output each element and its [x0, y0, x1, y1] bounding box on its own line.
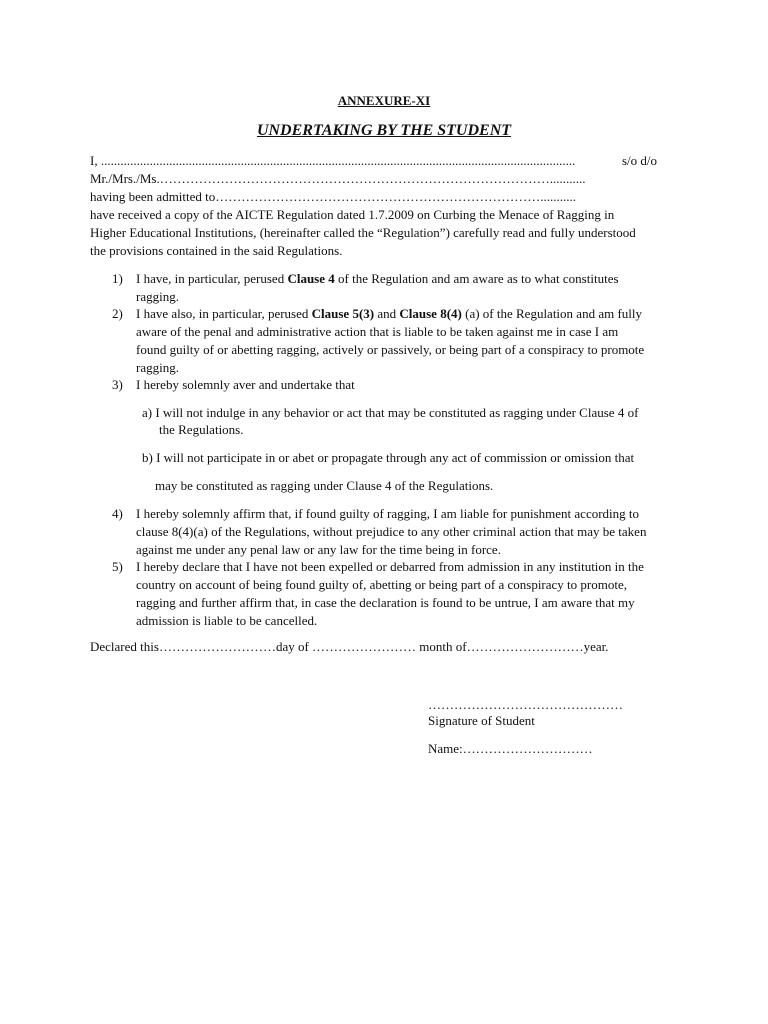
list-item-text: aware of the penal and administrative action that is liable to be taken against me in case I am	[136, 324, 619, 339]
list-item-text: I hereby solemnly affirm that, if found guilty of ragging, I am liable for punishment according to	[136, 506, 640, 521]
list-item-text: found guilty of or abetting ragging, actively or passively, or being part of a conspiracy to promote	[136, 342, 645, 357]
intro-line: the provisions contained in the said Regulations.	[90, 243, 343, 258]
list-number: 3)	[112, 377, 123, 392]
list-item-text: I have, in particular, perused Clause 4 of the Regulation and am aware as to what constitutes	[136, 271, 619, 286]
intro-line-parent: Mr./Mrs./Ms.………………………………………………………………………………...........	[90, 171, 586, 186]
list-number: 1)	[112, 271, 123, 286]
intro-line: have received a copy of the AICTE Regulation dated 1.7.2009 on Curbing the Menace of Ragging in	[90, 207, 615, 222]
intro-line-admitted: having been admitted to…………………………………………………………………...........	[90, 189, 577, 204]
list-item-text: clause 8(4)(a) of the Regulations, without prejudice to any other criminal action that may be taken	[136, 524, 647, 539]
sub-item-text: may be constituted as ragging under Clause 4 of the Regulations.	[155, 478, 494, 493]
clause-reference: Clause 4	[287, 271, 335, 286]
list-item-text: ragging.	[136, 289, 179, 304]
list-item-text: ragging.	[136, 360, 179, 375]
list-number: 2)	[112, 306, 123, 321]
list-item-text: I have also, in particular, perused Clause 5(3) and Clause 8(4) (a) of the Regulation and am fully	[136, 306, 642, 321]
sub-item-text: the Regulations.	[159, 422, 244, 437]
name-field: Name:…………………………	[428, 741, 593, 756]
list-item-text: I hereby declare that I have not been expelled or debarred from admission in any institution in the	[136, 559, 644, 574]
list-item-text: against me under any penal law or any law for the time being in force.	[136, 542, 501, 557]
clause-reference: Clause 5(3)	[311, 306, 375, 321]
signature-line: ………………………………………	[428, 697, 623, 712]
list-item-text: ragging and further affirm that, in case the declaration is found to be untrue, I am aware that my	[136, 595, 635, 610]
document-title: UNDERTAKING BY THE STUDENT	[256, 122, 512, 139]
signature-label: Signature of Student	[428, 713, 535, 728]
list-item-text: admission is liable to be cancelled.	[136, 613, 318, 628]
intro-line-relation: s/o d/o	[622, 153, 658, 168]
annexure-heading: ANNEXURE-XI	[337, 93, 431, 108]
intro-line: Higher Educational Institutions, (hereinafter called the “Regulation”) carefully read and fully understood	[90, 225, 636, 240]
list-item-text: I hereby solemnly aver and undertake that	[136, 377, 355, 392]
list-item-text: country on account of being found guilty of, abetting or being part of a conspiracy to promote,	[136, 577, 627, 592]
intro-line-name: I, ..................................................................................................................................................	[90, 153, 576, 168]
sub-item-text: b) I will not participate in or abet or propagate through any act of commission or omission that	[142, 450, 635, 465]
declaration-line: Declared this………………………day of …………………… month of………………………year.	[90, 639, 609, 654]
list-number: 4)	[112, 506, 123, 521]
list-number: 5)	[112, 559, 123, 574]
sub-item-text: a) I will not indulge in any behavior or act that may be constituted as ragging under Clause 4 of	[142, 405, 639, 420]
clause-reference: Clause 8(4)	[399, 306, 462, 321]
